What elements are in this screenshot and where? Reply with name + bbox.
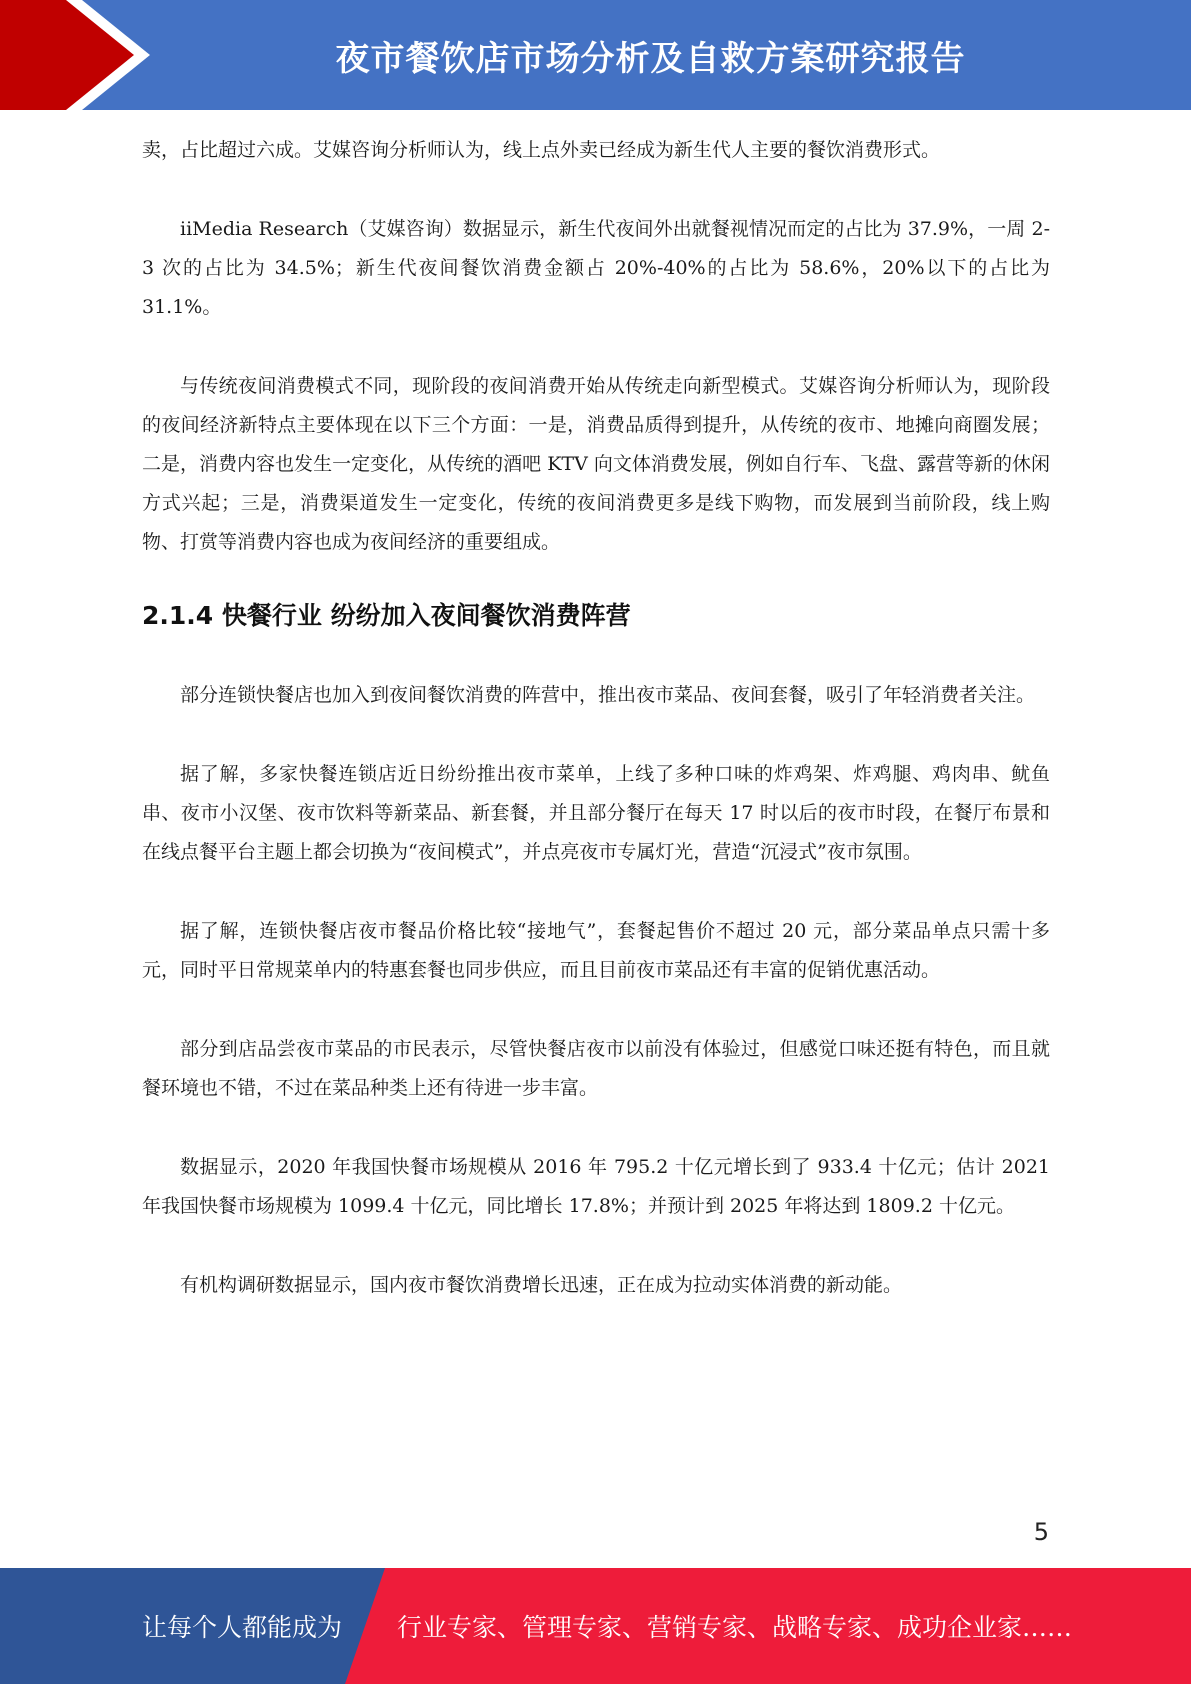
header-title: 夜市餐饮店市场分析及自救方案研究报告 (335, 38, 966, 79)
page-footer (0, 1568, 1191, 1684)
paragraph-1: 卖，占比超过六成。艾媒咨询分析师认为，线上点外卖已经成为新生代人主要的餐饮消费形式。 (142, 139, 941, 161)
footer-slogan-left: 让每个人都能成为 (142, 1613, 343, 1642)
paragraph-9: 有机构调研数据显示，国内夜市餐饮消费增长迅速，正在成为拉动实体消费的新动能。 (180, 1274, 903, 1296)
paragraph-7: 部分到店品尝夜市菜品的市民表示，尽管快餐店夜市以前没有体验过，但感觉口味还挺有特色，而且就餐环境也不错，不过在菜品种类上还有待进一步丰富。 (142, 1038, 1050, 1099)
paragraph-2: iiMedia Research（艾媒咨询）数据显示，新生代夜间外出就餐视情况而定的占比为 37.9%，一周 2-3 次的占比为 34.5%；新生代夜间餐饮消费金额占 20%-40%的占比为 58.6%，20%以下的占比为 31.1%。 (142, 218, 1050, 318)
document-body (142, 131, 1050, 1305)
paragraph-8: 数据显示，2020 年我国快餐市场规模从 2016 年 795.2 十亿元增长到了 933.4 十亿元；估计 2021 年我国快餐市场规模为 1099.4 十亿元，同比增长 17.8%；并预计到 2025 年将达到 1809.2 十亿元。 (142, 1156, 1050, 1217)
footer-slogan-right: 行业专家、管理专家、营销专家、战略专家、成功企业家…… (397, 1613, 1073, 1642)
paragraph-6: 据了解，连锁快餐店夜市餐品价格比较“接地气”，套餐起售价不超过 20 元，部分菜品单点只需十多元，同时平日常规菜单内的特惠套餐也同步供应，而且目前夜市菜品还有丰富的促销优惠活动。 (142, 920, 1050, 981)
paragraph-3: 与传统夜间消费模式不同，现阶段的夜间消费开始从传统走向新型模式。艾媒咨询分析师认为，现阶段的夜间经济新特点主要体现在以下三个方面：一是，消费品质得到提升，从传统的夜市、地摊向商圈发展；二是，消费内容也发生一定变化，从传统的酒吧 KTV 向文体消费发展，例如自行车、飞盘、露营等新的休闲方式兴起；三是，消费渠道发生一定变化，传统的夜间消费更多是线下购物，而发展到当前阶段，线上购物、打赏等消费内容也成为夜间经济的重要组成。 (142, 375, 1050, 553)
paragraph-4: 部分连锁快餐店也加入到夜间餐饮消费的阵营中，推出夜市菜品、夜间套餐，吸引了年轻消费者关注。 (180, 684, 1036, 706)
page-header (0, 0, 1191, 110)
paragraph-5: 据了解，多家快餐连锁店近日纷纷推出夜市菜单，上线了多种口味的炸鸡架、炸鸡腿、鸡肉串、鱿鱼串、夜市小汉堡、夜市饮料等新菜品、新套餐，并且部分餐厅在每天 17 时以后的夜市时段，在餐厅布景和在线点餐平台主题上都会切换为“夜间模式”，并点亮夜市专属灯光，营造“沉浸式”夜市氛围。 (142, 763, 1050, 863)
header-chevron-decoration (0, 0, 160, 110)
section-heading: 2.1.4 快餐行业 纷纷加入夜间餐饮消费阵营 (142, 601, 631, 630)
page-number: 5 (1033, 1518, 1049, 1546)
